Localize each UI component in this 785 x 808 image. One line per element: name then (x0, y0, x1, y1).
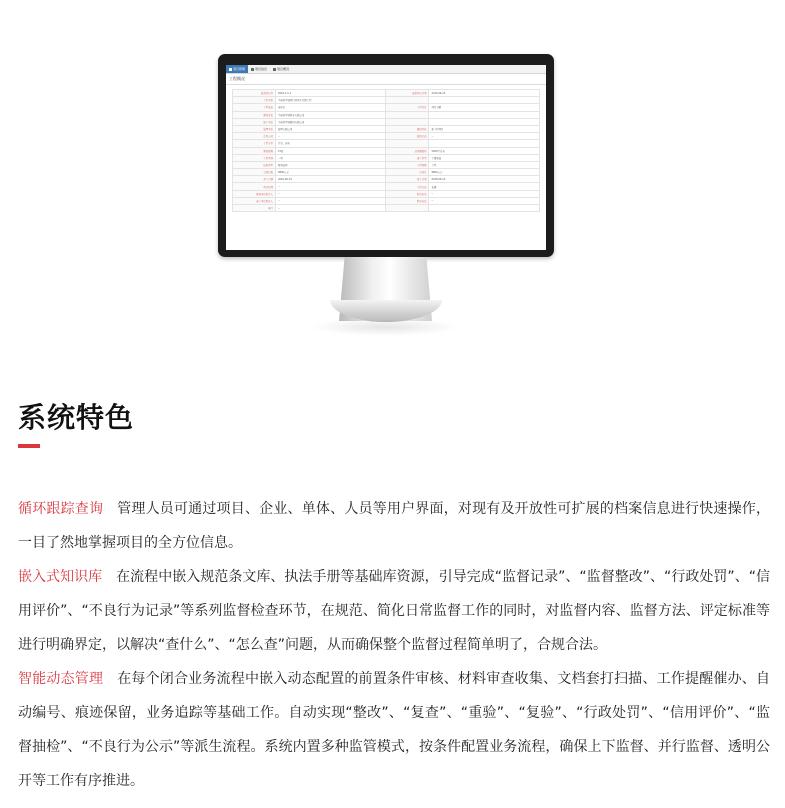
field-label: 合同价 (386, 169, 429, 176)
field-label: 建设性质 (386, 125, 429, 132)
feature-list (18, 492, 770, 798)
table-row (233, 90, 540, 97)
tab-project-management[interactable] (226, 65, 248, 73)
field-value: -- (275, 197, 386, 204)
field-label: 工程分类 (233, 140, 276, 147)
table-row (233, 140, 540, 147)
table-row (233, 161, 540, 168)
feature-item (18, 560, 770, 662)
home-icon (229, 68, 232, 71)
table-row (233, 118, 540, 125)
field-label (386, 140, 429, 147)
field-value (429, 111, 540, 118)
table-row (233, 104, 540, 111)
feature-item (18, 492, 770, 560)
field-value: -- (275, 190, 386, 197)
field-value: -- (429, 190, 540, 197)
feature-title: 循环跟踪查询 (18, 501, 104, 517)
field-label: 工程地址 (233, 104, 276, 111)
field-value: 5000平方米 (429, 147, 540, 154)
field-value (429, 118, 540, 125)
field-label: 建设单位联系人 (233, 190, 276, 197)
field-label: 建设单位 (233, 111, 276, 118)
field-value (429, 140, 540, 147)
field-label: 工程造价 (386, 104, 429, 111)
feature-text: 在每个闭合业务流程中嵌入动态配置的前置条件审核、材料审查收集、文档套打扫描、工作提醒催办、自动编号、痕迹保留，业务追踪等基础工作。自动实现“整改”、“复查”、“重验”、“复验”、“行政处罚”、“信用评价”、“监督抽检”、“不良行为公示”等派生流程。系统内置多种监管模式，按条件配置业务流程，确保上下监督、并行监督、透明公开等工作有序推进。 (18, 671, 771, 789)
field-label: 工程名称 (233, 97, 276, 104)
field-value: 一类 (275, 154, 386, 161)
feature-title: 嵌入式知识库 (18, 569, 103, 585)
field-value: 15层 (275, 147, 386, 154)
field-value: 监理有限公司 (275, 125, 386, 132)
table-row (233, 183, 540, 190)
table-row (233, 133, 540, 140)
field-label: 工程类别 (233, 154, 276, 161)
field-label: 总包公司 (233, 133, 276, 140)
table-row (233, 154, 540, 161)
field-label (386, 97, 429, 104)
field-value: 中南科学城建设有限公司 (275, 118, 386, 125)
field-label: 建设规模 (233, 147, 276, 154)
field-label: 监督状态 (386, 133, 429, 140)
field-value: 中南科学城置业有限公司 (275, 111, 386, 118)
field-label: 项目经理 (233, 183, 276, 190)
field-value: -- (275, 133, 386, 140)
field-label: 施工单位 (233, 118, 276, 125)
field-label (386, 111, 429, 118)
tab-label: 项目概况 (277, 67, 290, 71)
feature-text: 在流程中嵌入规范条文库、执法手册等基础库资源，引导完成“监督记录”、“监督整改”、“行政处罚”、“信用评价”、“不良行为记录”等系列监督检查环节，在规范、简化日常监督工作的同时，对监督内容、监督方法、评定标准等进行明确界定，以解决“查什么”、“怎么查”问题，从而确保整个监督过程简单明了，合规合法。 (18, 569, 770, 653)
project-info-table (232, 89, 540, 212)
heading-accent-bar (18, 444, 40, 448)
tab-label: 项目信息 (255, 67, 268, 71)
field-label: 施工类型 (386, 154, 429, 161)
field-label: 联系电话 (386, 197, 429, 204)
field-value: 南京市 (275, 104, 386, 111)
field-label: 联系电话 (386, 190, 429, 197)
field-label: 总承建面积 (386, 147, 429, 154)
field-label: 竣工日期 (386, 176, 429, 183)
table-row (233, 190, 540, 197)
field-label: 合同价格 (233, 169, 276, 176)
section-heading: 系统特色 (18, 401, 135, 434)
table-row (233, 197, 540, 204)
field-value: 项目金额 (429, 104, 540, 111)
field-label: 工程状态 (386, 183, 429, 190)
monitor-frame (218, 54, 554, 257)
field-label: 开工日期 (233, 176, 276, 183)
doc-icon (251, 68, 254, 71)
tab-project-info[interactable] (248, 65, 270, 73)
field-label (386, 118, 429, 125)
folder-icon (273, 68, 276, 71)
monitor-shadow (310, 318, 460, 336)
field-value (429, 205, 540, 212)
table-row (233, 205, 540, 212)
tab-label: 项目管理 (233, 67, 246, 71)
field-value: 新工程项目 (429, 125, 540, 132)
field-label: 监督登记日期 (386, 90, 429, 97)
field-value: -- (275, 183, 386, 190)
field-value: 大型 (429, 161, 540, 168)
field-label: 结构类型 (233, 161, 276, 168)
field-value: 土建安装 (429, 154, 540, 161)
field-label: 工程规模 (386, 161, 429, 168)
app-tab-bar (226, 65, 546, 74)
field-value: 2016-06-15 (275, 176, 386, 183)
feature-item (18, 662, 770, 798)
monitor-screen (226, 65, 546, 250)
field-value: 住宅、商业 (275, 140, 386, 147)
table-row (233, 176, 540, 183)
field-label: 施工单位联系人 (233, 197, 276, 204)
table-row (233, 125, 540, 132)
feature-text: 管理人员可通过项目、企业、单体、人员等用户界面，对现有及开放性可扩展的档案信息进行快速操作，一目了然地掌握项目的全方位信息。 (18, 501, 771, 551)
field-label: 监理单位 (233, 125, 276, 132)
app-page-title: 工程概况 (226, 74, 546, 85)
feature-title: 智能动态管理 (18, 671, 104, 687)
field-value (429, 97, 540, 104)
field-label: 监督登记号 (233, 90, 276, 97)
table-row (233, 169, 540, 176)
tab-project-overview[interactable] (270, 65, 292, 73)
field-value: -- (429, 197, 540, 204)
field-value: 中南科学城项目西区住宅楼工程 (275, 97, 386, 104)
field-value: 2016-1-5-1 (275, 90, 386, 97)
field-label (386, 205, 429, 212)
table-row (233, 111, 540, 118)
field-value: -- (275, 205, 386, 212)
field-value: 9800万元 (429, 169, 540, 176)
field-label: 备注 (233, 205, 276, 212)
field-value: 框架结构 (275, 161, 386, 168)
table-row (233, 97, 540, 104)
field-value: 在建 (429, 183, 540, 190)
field-value: -- (429, 133, 540, 140)
app-body (226, 85, 546, 212)
field-value: 9800万元 (275, 169, 386, 176)
field-value: 2016-06-15 (429, 90, 540, 97)
field-value: 2018-06-15 (429, 176, 540, 183)
table-row (233, 147, 540, 154)
